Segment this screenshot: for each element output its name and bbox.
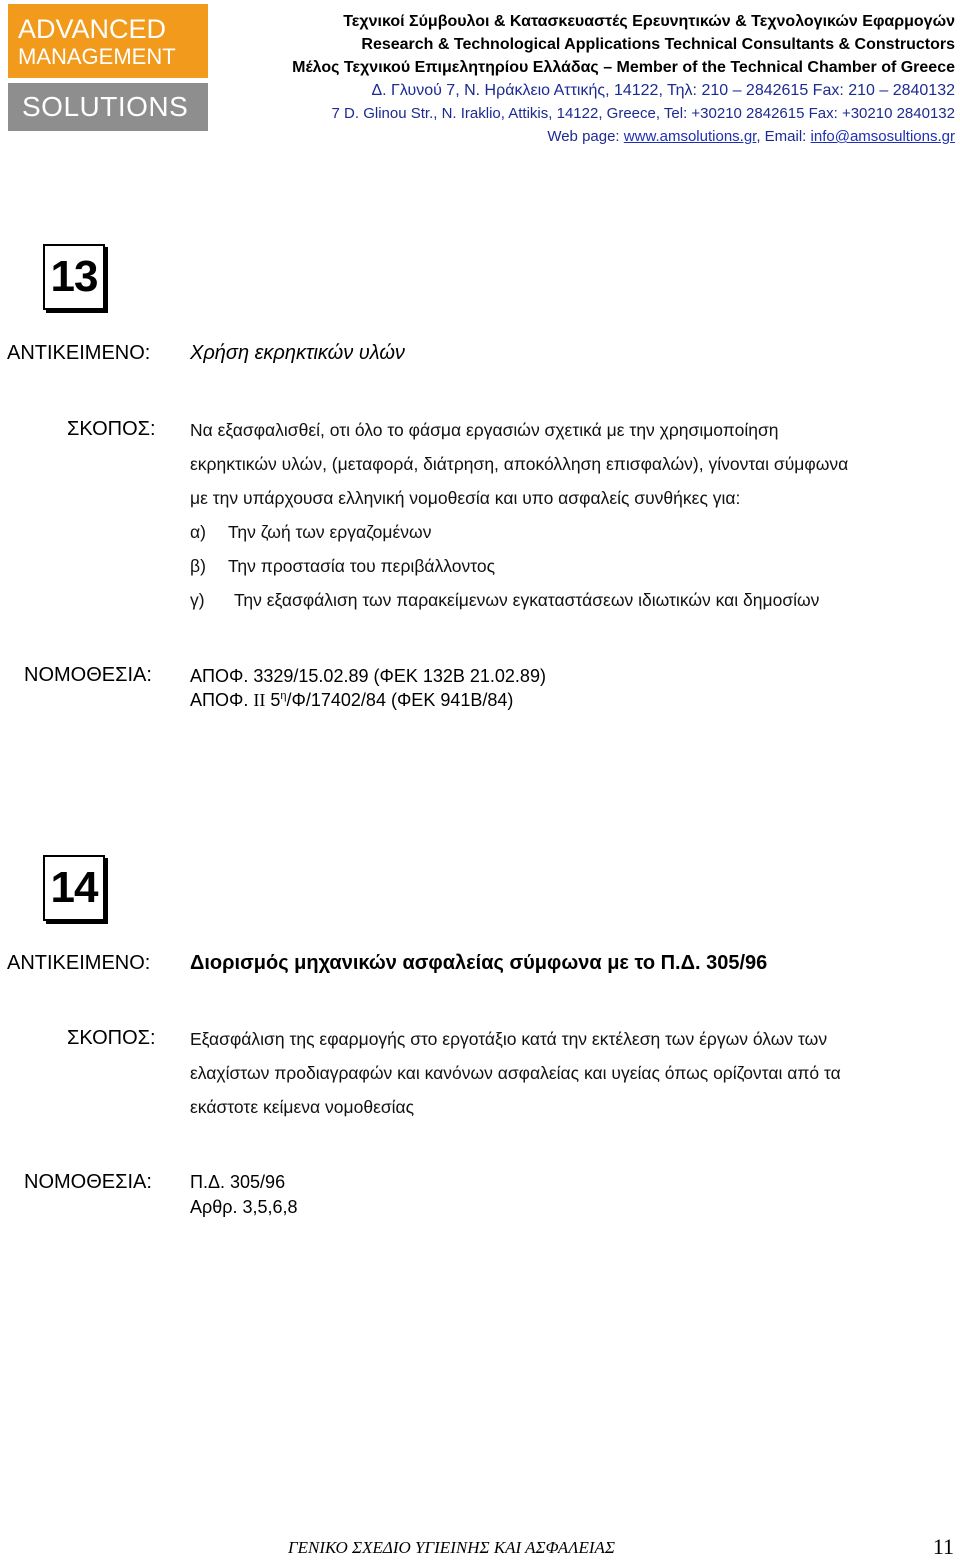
web-label: Web page: — [547, 128, 624, 145]
page-number: 11 — [932, 1534, 954, 1559]
scope-label: ΣΚΟΠΟΣ: — [67, 1027, 156, 1049]
list-item — [190, 588, 848, 622]
list-item — [190, 520, 848, 554]
email-label: , Email: — [756, 128, 811, 145]
legislation-superscript: η — [280, 690, 287, 702]
scope-line: Να εξασφαλισθεί, οτι όλο το φάσμα εργασιών σχετικά με την χρησιμοποίηση — [190, 420, 779, 440]
list-item-key: β) — [190, 556, 206, 576]
footer-title: ΓΕΝΙΚΟ ΣΧΕΔΙΟ ΥΓΙΕΙΝΗΣ ΚΑΙ ΑΣΦΑΛΕΙΑΣ — [288, 1538, 616, 1557]
subject-label: ΑΝΤΙΚΕΙΜΕΝΟ: — [7, 952, 151, 974]
legislation-prefix: ΑΠΟΦ. — [190, 690, 254, 710]
website-link[interactable]: www.amsolutions.gr — [623, 128, 757, 145]
legislation-line — [190, 690, 513, 711]
section-number-box: 14 — [43, 855, 105, 921]
scope-line: εκάστοτε κείμενα νομοθεσίας — [190, 1097, 415, 1117]
scope-label: ΣΚΟΠΟΣ: — [67, 418, 156, 440]
legislation-line: Αρθρ. 3,5,6,8 — [190, 1197, 298, 1217]
legislation-roman: ΙΙ — [253, 690, 266, 710]
logo-line-advanced: ADVANCED — [18, 14, 167, 44]
header-contact — [235, 125, 955, 148]
list-item-key: γ) — [190, 590, 205, 610]
scope-line: εκρηκτικών υλών, (μεταφορά, διάτρηση, αποκόλληση επισφαλών), γίνονται σύμφωνα — [190, 454, 849, 474]
scope-line: Εξασφάλιση της εφαρμογής στο εργοτάξιο κατά την εκτέλεση των έργων όλων των — [190, 1029, 828, 1049]
subject-title: Χρήση εκρηκτικών υλών — [190, 342, 405, 364]
header-greek-address: Δ. Γλυνού 7, Ν. Ηράκλειο Αττικής, 14122, Τηλ: 210 – 2842615 Fax: 210 – 2840132 — [371, 82, 955, 99]
logo-line-management: MANAGEMENT — [18, 44, 176, 69]
list-item-text: Την εξασφάλιση των παρακείμενων εγκαταστάσεων ιδιωτικών και δημοσίων — [234, 590, 820, 610]
legislation-label: ΝΟΜΟΘΕΣΙΑ: — [24, 1171, 152, 1193]
logo-orange-block — [8, 4, 208, 78]
list-item — [190, 554, 848, 588]
header-membership: Μέλος Τεχνικού Επιμελητηρίου Ελλάδας – Member of the Technical Chamber of Greece — [292, 59, 955, 76]
legislation-label: ΝΟΜΟΘΕΣΙΑ: — [24, 664, 152, 686]
scope-line: με την υπάρχουσα ελληνική νομοθεσία και υπο ασφαλείς συνθήκες για: — [190, 488, 741, 508]
header-english-title: Research & Technological Applications Technical Consultants & Constructors — [361, 36, 955, 53]
scope-line: ελαχίστων προδιαγραφών και κανόνων ασφαλείας και υγείας όπως ορίζονται από τα — [190, 1063, 841, 1083]
list-item-text: Την προστασία του περιβάλλοντος — [228, 556, 496, 576]
legislation-number: 5 — [265, 690, 281, 710]
logo-line-solutions: SOLUTIONS — [8, 83, 208, 131]
legislation-rest: /Φ/17402/84 (ΦΕΚ 941Β/84) — [286, 690, 514, 710]
list-item-text: Την ζωή των εργαζομένων — [228, 522, 432, 542]
email-link[interactable]: info@amsosultions.gr — [810, 128, 955, 145]
company-logo — [8, 4, 208, 131]
scope-text — [190, 418, 848, 622]
legislation-line: Π.Δ. 305/96 — [190, 1172, 286, 1192]
letterhead — [235, 10, 955, 148]
subject-label: ΑΝΤΙΚΕΙΜΕΝΟ: — [7, 342, 151, 364]
scope-text — [190, 1027, 841, 1129]
section-number-box: 13 — [43, 244, 105, 310]
list-item-key: α) — [190, 522, 206, 542]
legislation-line: ΑΠΟΦ. 3329/15.02.89 (ΦΕΚ 132Β 21.02.89) — [190, 666, 546, 686]
subject-title: Διορισμός μηχανικών ασφαλείας σύμφωνα με το Π.Δ. 305/96 — [190, 952, 768, 974]
header-greek-title: Τεχνικοί Σύμβουλοι & Κατασκευαστές Ερευνητικών & Τεχνολογικών Εφαρμογών — [343, 13, 955, 30]
header-english-address: 7 D. Glinou Str., N. Iraklio, Attikis, 14122, Greece, Tel: +30210 2842615 Fax: +30210 2840132 — [331, 105, 955, 122]
